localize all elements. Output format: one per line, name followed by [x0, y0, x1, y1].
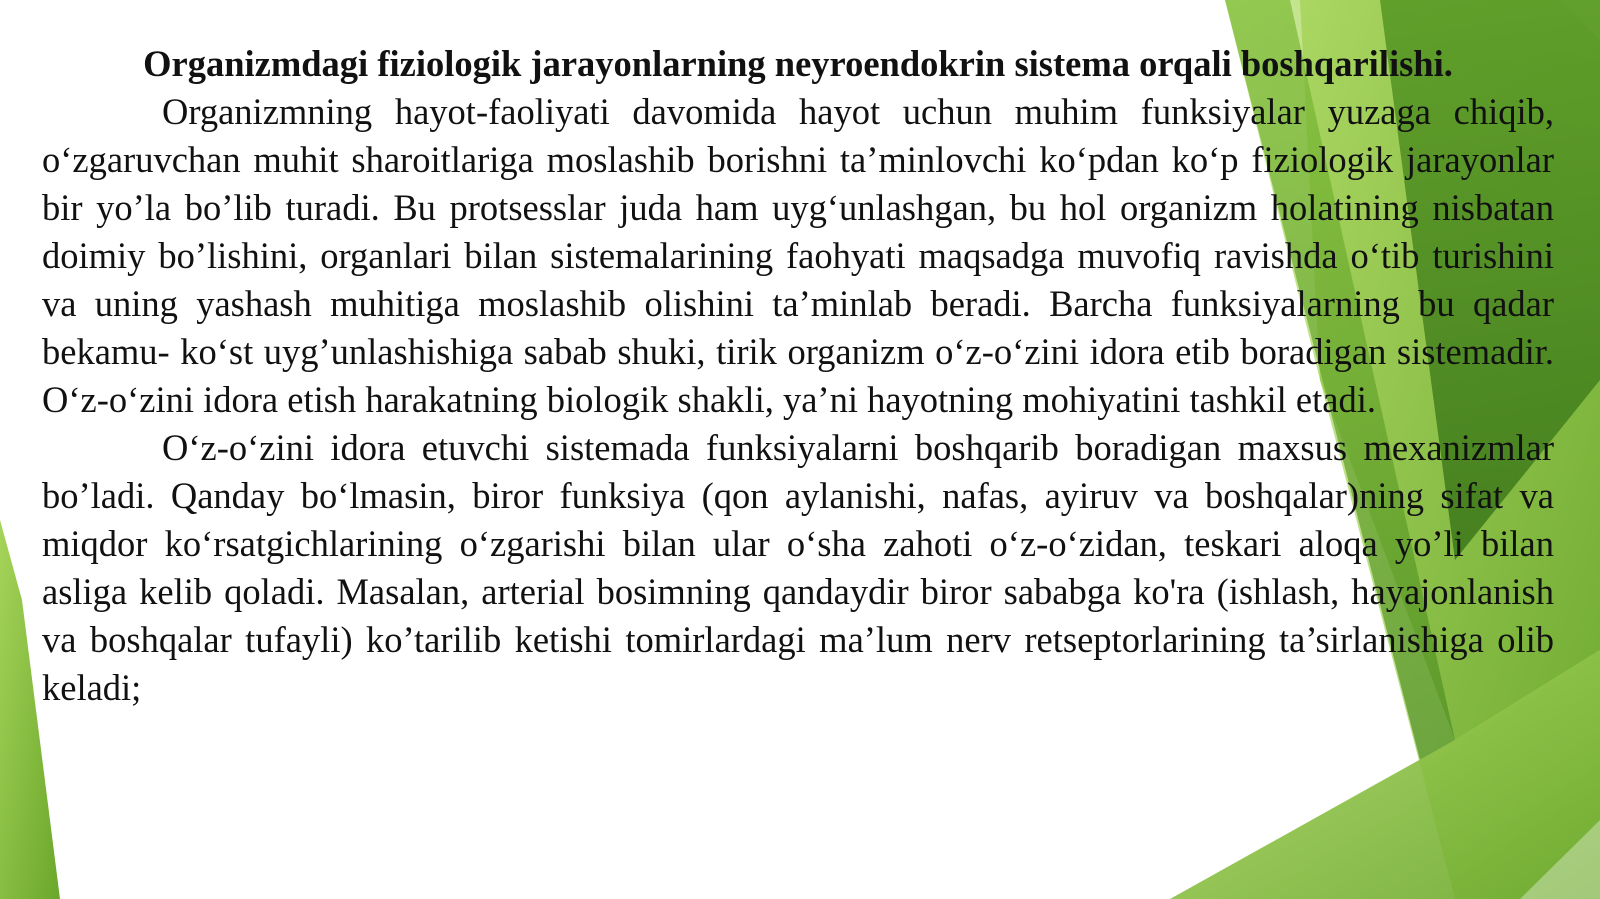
slide-title: Organizmdagi fiziologik jarayonlarning neyroendokrin sistema orqali boshqarilishi.	[143, 43, 1453, 84]
paragraph-1: Organizmning hayot-faoliyati davomida hayot uchun muhim funksiyalar yuzaga chiqib, o‘zgaruvchan muhit sharoitlariga moslashib borishni ta’minlovchi ko‘pdan ko‘p fiziologik jarayonlar bir yo’la bo’lib turadi. Bu protsesslar juda ham uyg‘unlashgan, bu hol organizm holatining nisbatan doimiy bo’lishini, organlari bilan sistemalarining faohyati maqsadga muvofiq ravishda o‘tib turishini va uning yashash muhitiga moslashib olishini ta’minlab beradi. Barcha funksiyalarning bu qadar bekamu- ko‘st uyg’unlashishiga sabab shuki, tirik organizm o‘z-o‘zini idora etib boradigan sistemadir. O‘z-o‘zini idora etish harakatning biologik shakli, ya’ni hayotning mohiyatini tashkil etadi.	[42, 91, 1554, 420]
content-area	[42, 40, 1554, 712]
paragraph-2: O‘z-o‘zini idora etuvchi sistemada funksiyalarni boshqarib boradigan maxsus mexanizmlar bo’ladi. Qanday bo‘lmasin, biror funksiya (qon aylanishi, nafas, ayiruv va boshqalar)ning sifat va miqdor ko‘rsatgichlarining o‘zgarishi bilan ular o‘sha zahoti o‘z-o‘zidan, teskari aloqa yo’li bilan asliga kelib qoladi. Masalan, arterial bosimning qandaydir biror sababga ko'ra (ishlash, hayajonlanish va boshqalar tufayli) ko’tarilib ketishi tomirlardagi ma’lum nerv retseptorlarining ta’sirlanishiga olib keladi;	[42, 427, 1554, 708]
